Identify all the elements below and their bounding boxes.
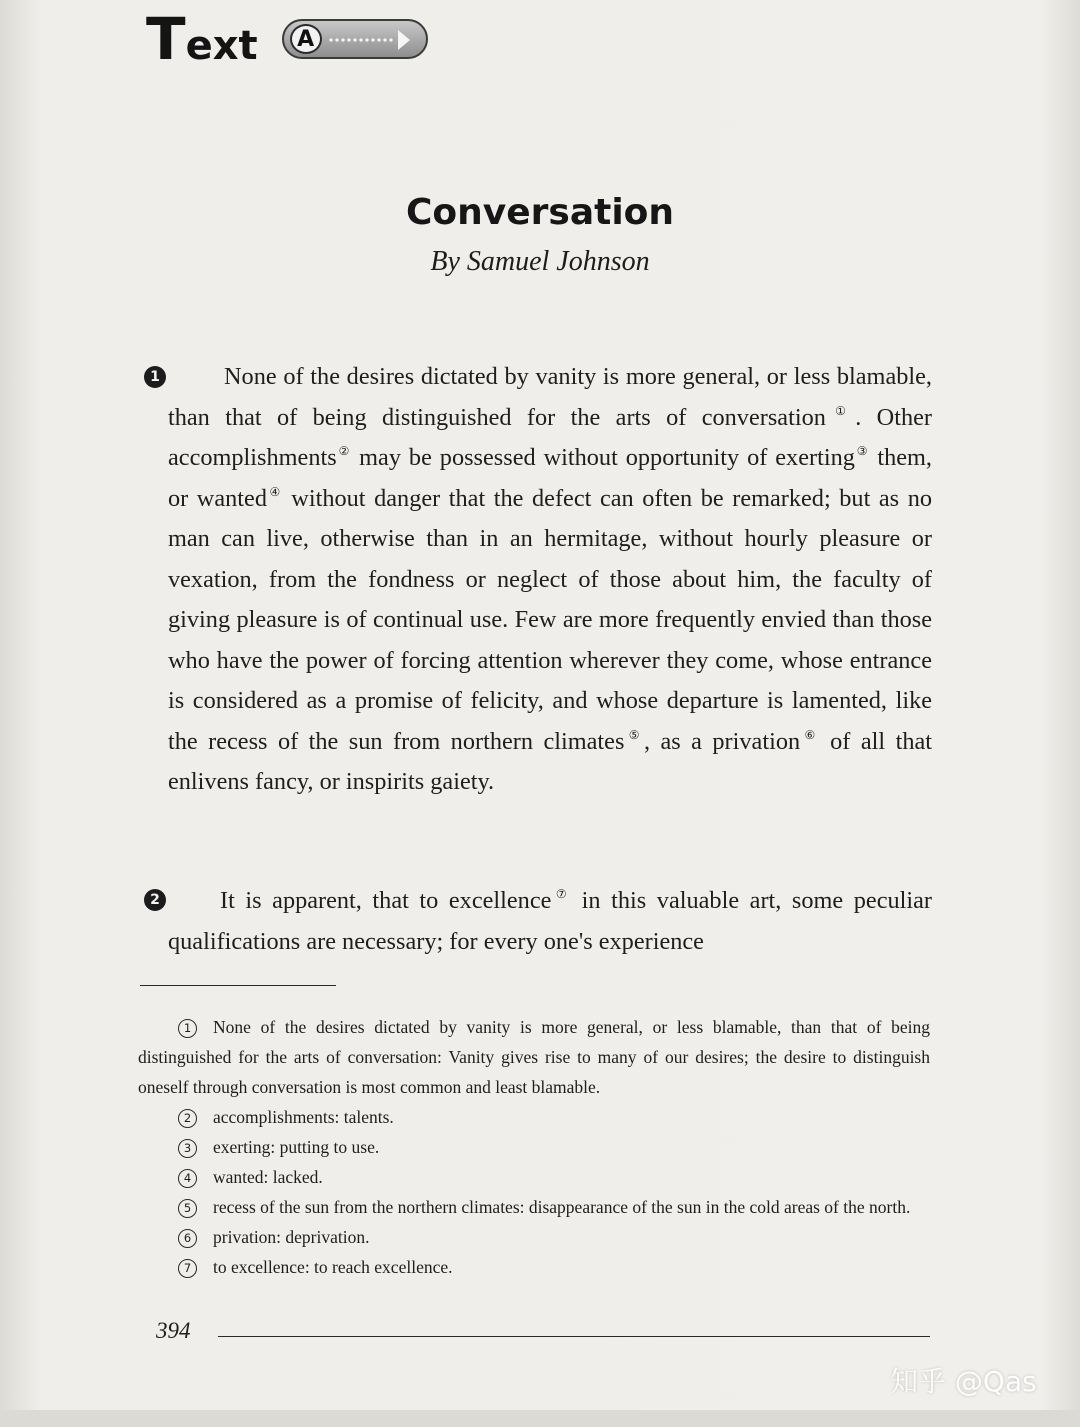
footnote-marker: ⑦ <box>551 887 572 901</box>
footnote-number: 2 <box>178 1109 197 1128</box>
page-number: 394 <box>156 1318 191 1343</box>
footnote-marker: ⑤ <box>624 727 644 742</box>
article-author: By Samuel Johnson <box>430 246 650 277</box>
footnote-marker: ⑥ <box>800 727 820 742</box>
paragraph-1: None of the desires dictated by vanity is more general, or less blamable, than that of being distinguished for the arts of conversation①. Other accomplishments② may be possessed without opportunity of exerting③ them, or wanted④ without danger that the defect can often be remarked; but as no man can live, otherwise than in an hermitage, without hourly pleasure or vexation, from the fondness or neglect of those about him, the faculty of giving pleasure is of continual use. Few are more frequently envied than those who have the power of forcing attention wherever they come, whose entrance is considered as a promise of felicity, and whose departure is lamented, like the recess of the sun from northern climates⑤, as a privation⑥ of all that enlivens fancy, or inspirits gaiety. <box>168 363 932 795</box>
paragraph-number-badge: 1 <box>144 366 166 388</box>
section-badge <box>282 19 428 59</box>
watermark: 知乎 @Qas <box>890 1365 1037 1398</box>
footnote-number: 4 <box>178 1169 197 1188</box>
badge-letter: A <box>290 24 322 54</box>
footnote-item: 6 privation: deprivation. <box>138 1222 930 1252</box>
footnote-marker: ② <box>336 444 352 458</box>
footnote-divider <box>140 985 336 986</box>
page-footer-rule <box>218 1336 930 1337</box>
footnote-number: 6 <box>178 1229 197 1248</box>
footnote-item: 5 recess of the sun from the northern climates: disappearance of the sun in the cold areas of the north. <box>138 1192 930 1222</box>
article-title: Conversation <box>405 192 675 233</box>
arrow-right-icon <box>398 30 410 50</box>
page-bottom-edge <box>0 1410 1080 1427</box>
paragraph-2: It is apparent, that to excellence⑦ in this valuable art, some peculiar qualifications are necessary; for every one's experience <box>168 887 932 955</box>
footnote-marker: ④ <box>266 484 283 499</box>
paragraph-number-badge: 2 <box>144 889 166 911</box>
footnote-number: 5 <box>178 1199 197 1218</box>
footnote-item: 1 None of the desires dictated by vanity is more general, or less blamable, than that of being distinguished for the arts of conversation: Vanity gives rise to many of our desires; the desire to distinguish oneself through conversation is most common and least blamable. <box>138 1017 930 1097</box>
dotted-line-icon <box>328 38 394 42</box>
footnote-marker: ③ <box>854 444 870 458</box>
footnote-marker: ① <box>825 403 856 418</box>
footnote-item: 3 exerting: putting to use. <box>138 1132 930 1162</box>
footnote-item: 2 accomplishments: talents. <box>138 1102 930 1132</box>
footnote-item: 7 to excellence: to reach excellence. <box>138 1252 930 1282</box>
footnote-number: 7 <box>178 1259 197 1278</box>
footnotes-list <box>138 1012 930 1282</box>
text-label: Text <box>146 5 258 73</box>
section-header <box>146 4 428 74</box>
footnote-number: 3 <box>178 1139 197 1158</box>
footnote-number: 1 <box>178 1019 197 1038</box>
footnote-item: 4 wanted: lacked. <box>138 1162 930 1192</box>
